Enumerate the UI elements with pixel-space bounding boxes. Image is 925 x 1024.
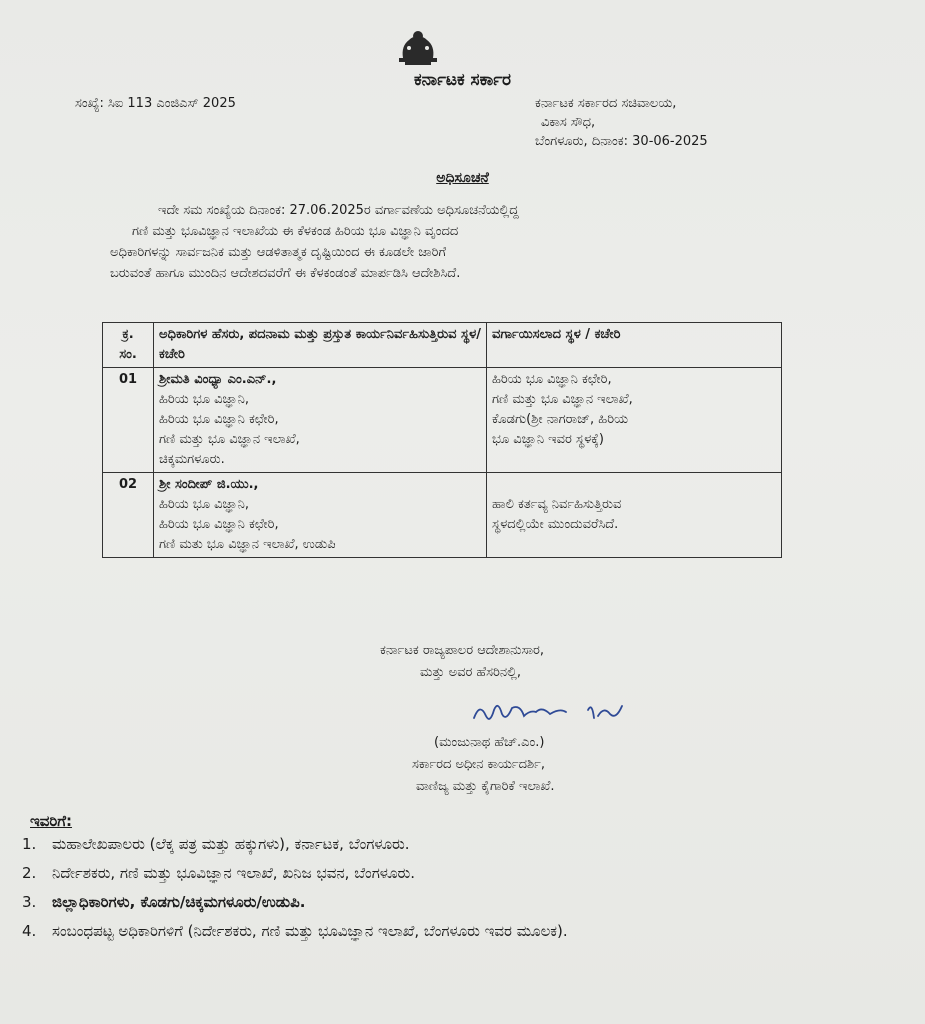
signoff-line: ಮತ್ತು ಅವರ ಹೆಸರಿನಲ್ಲಿ, <box>420 665 522 680</box>
officer-designation: ಸರ್ಕಾರದ ಅಧೀನ ಕಾರ್ಯದರ್ಶಿ, <box>412 757 546 772</box>
recipients-heading: ಇವರಿಗೆ: <box>30 812 73 830</box>
list-item: 3. ಜಿಲ್ಲಾಧಿಕಾರಿಗಳು, ಕೊಡಗು/ಚಿಕ್ಕಮಗಳೂರು/ಉಡುಪಿ. <box>22 893 306 911</box>
address-line: ಕರ್ನಾಟಕ ಸರ್ಕಾರದ ಸಚಿವಾಲಯ, <box>535 96 677 111</box>
header-officer: ಅಧಿಕಾರಿಗಳ ಹೆಸರು, ಪದನಾಮ ಮತ್ತು ಪ್ರಸ್ತುತ ಕಾರ್ಯನಿರ್ವಹಿಸುತ್ತಿರುವ ಸ್ಥಳ/ ಕಚೇರಿ <box>154 323 487 368</box>
header-sl: ಕ್ರ. ಸಂ. <box>103 323 154 368</box>
handwritten-signature-icon <box>470 696 640 728</box>
state-emblem-icon <box>395 28 441 68</box>
officer-name: (ಮಂಜುನಾಥ ಹೆಚ್.ಎಂ.) <box>434 735 545 750</box>
address-line: ವಿಕಾಸ ಸೌಧ, <box>541 115 596 130</box>
row-officer: ಶ್ರೀ ಸಂದೀಪ್ ಜಿ.ಯು., ಹಿರಿಯ ಭೂ ವಿಜ್ಞಾನಿ, ಹಿರಿಯ ಭೂ ವಿಜ್ಞಾನಿ ಕಛೇರಿ, ಗಣಿ ಮತು ಭೂ ವಿಜ್ಞಾನ ಇಲಾಖೆ, ಉಡುಪಿ <box>154 473 487 558</box>
officer-name: ಶ್ರೀಮತಿ ವಿಂಧ್ಯಾ ಎಂ.ಎನ್., <box>159 372 277 387</box>
paragraph-line: ಗಣಿ ಮತ್ತು ಭೂವಿಜ್ಞಾನ ಇಲಾಖೆಯ ಈ ಕೆಳಕಂಡ ಹಿರಿಯ ಭೂ ವಿಜ್ಞಾನಿ ವೃಂದದ <box>132 224 459 239</box>
signoff-line: ಕರ್ನಾಟಕ ರಾಜ್ಯಪಾಲರ ಆದೇಶಾನುಸಾರ, <box>380 643 545 658</box>
row-posting: ಹಾಲಿ ಕರ್ತವ್ಯ ನಿರ್ವಹಿಸುತ್ತಿರುವ ಸ್ಥಳದಲ್ಲಿಯೇ ಮುಂದುವರೆಸಿದೆ. <box>487 473 782 558</box>
paragraph-line: ಅಧಿಕಾರಿಗಳನ್ನು ಸಾರ್ವಜನಿಕ ಮತ್ತು ಆಡಳಿತಾತ್ಮಕ ದೃಷ್ಟಿಯಿಂದ ಈ ಕೂಡಲೇ ಜಾರಿಗೆ <box>110 245 446 260</box>
paragraph-line: ಬರುವಂತೆ ಹಾಗೂ ಮುಂದಿನ ಆದೇಶದವರೆಗೆ ಈ ಕೆಳಕಂಡಂತೆ ಮಾರ್ಪಡಿಸಿ ಆದೇಶಿಸಿದೆ. <box>110 266 461 281</box>
notification-paragraph <box>110 200 780 284</box>
list-item: 1. ಮಹಾಲೇಖಪಾಲರು (ಲೆಕ್ಕ ಪತ್ರ ಮತ್ತು ಹಕ್ಕುಗಳು), ಕರ್ನಾಟಕ, ಬೆಂಗಳೂರು. <box>22 835 410 853</box>
table-row <box>103 473 782 558</box>
signoff-authority <box>380 640 544 684</box>
reference-number: ಸಂಖ್ಯೆ: ಸಿಐ 113 ಎಂಜಿಎಸ್ 2025 <box>75 96 236 111</box>
transfer-table <box>102 322 782 558</box>
list-item: 2. ನಿರ್ದೇಶಕರು, ಗಣಿ ಮತ್ತು ಭೂವಿಜ್ಞಾನ ಇಲಾಖೆ, ಖನಿಜ ಭವನ, ಬೆಂಗಳೂರು. <box>22 864 415 882</box>
officer-department: ವಾಣಿಜ್ಯ ಮತ್ತು ಕೈಗಾರಿಕೆ ಇಲಾಖೆ. <box>416 779 555 794</box>
signing-officer <box>412 732 555 798</box>
header-posting: ವರ್ಗಾಯಿಸಲಾದ ಸ್ಥಳ / ಕಚೇರಿ <box>487 323 782 368</box>
officer-name: ಶ್ರೀ ಸಂದೀಪ್ ಜಿ.ಯು., <box>159 477 259 492</box>
list-item: 4. ಸಂಬಂಧಪಟ್ಟ ಅಧಿಕಾರಿಗಳಿಗೆ (ನಿರ್ದೇಶಕರು, ಗಣಿ ಮತ್ತು ಭೂವಿಜ್ಞಾನ ಇಲಾಖೆ, ಬೆಂಗಳೂರು ಇವರ ಮೂಲಕ). <box>22 922 568 940</box>
office-address <box>535 94 708 151</box>
row-sl: 01 <box>103 368 154 473</box>
table-row <box>103 368 782 473</box>
row-sl: 02 <box>103 473 154 558</box>
address-line-date: ಬೆಂಗಳೂರು, ದಿನಾಂಕ: 30-06-2025 <box>535 134 708 149</box>
recipients-list <box>22 830 822 946</box>
row-posting: ಹಿರಿಯ ಭೂ ವಿಜ್ಞಾನಿ ಕಛೇರಿ, ಗಣಿ ಮತ್ತು ಭೂ ವಿಜ್ಞಾನ ಇಲಾಖೆ, ಕೊಡಗು(ಶ್ರೀ ನಾಗರಾಜ್, ಹಿರಿಯ ಭೂ ವಿಜ್ಞಾನಿ ಇವರ ಸ್ಥಳಕ್ಕೆ) <box>487 368 782 473</box>
government-title: ಕರ್ನಾಟಕ ಸರ್ಕಾರ <box>413 70 512 90</box>
row-officer: ಶ್ರೀಮತಿ ವಿಂಧ್ಯಾ ಎಂ.ಎನ್., ಹಿರಿಯ ಭೂ ವಿಜ್ಞಾನಿ, ಹಿರಿಯ ಭೂ ವಿಜ್ಞಾನಿ ಕಛೇರಿ, ಗಣಿ ಮತ್ತು ಭೂ ವಿಜ್ಞಾನ ಇಲಾಖೆ, ಚಿಕ್ಕಮಗಳೂರು. <box>154 368 487 473</box>
notification-heading: ಅಧಿಸೂಚನೆ <box>436 170 489 186</box>
paragraph-line: ಇದೇ ಸಮ ಸಂಖ್ಯೆಯ ದಿನಾಂಕ: 27.06.2025ರ ವರ್ಗಾವಣೆಯ ಅಧಿಸೂಚನೆಯಲ್ಲಿದ್ದ <box>158 203 519 218</box>
table-header-row <box>103 323 782 368</box>
